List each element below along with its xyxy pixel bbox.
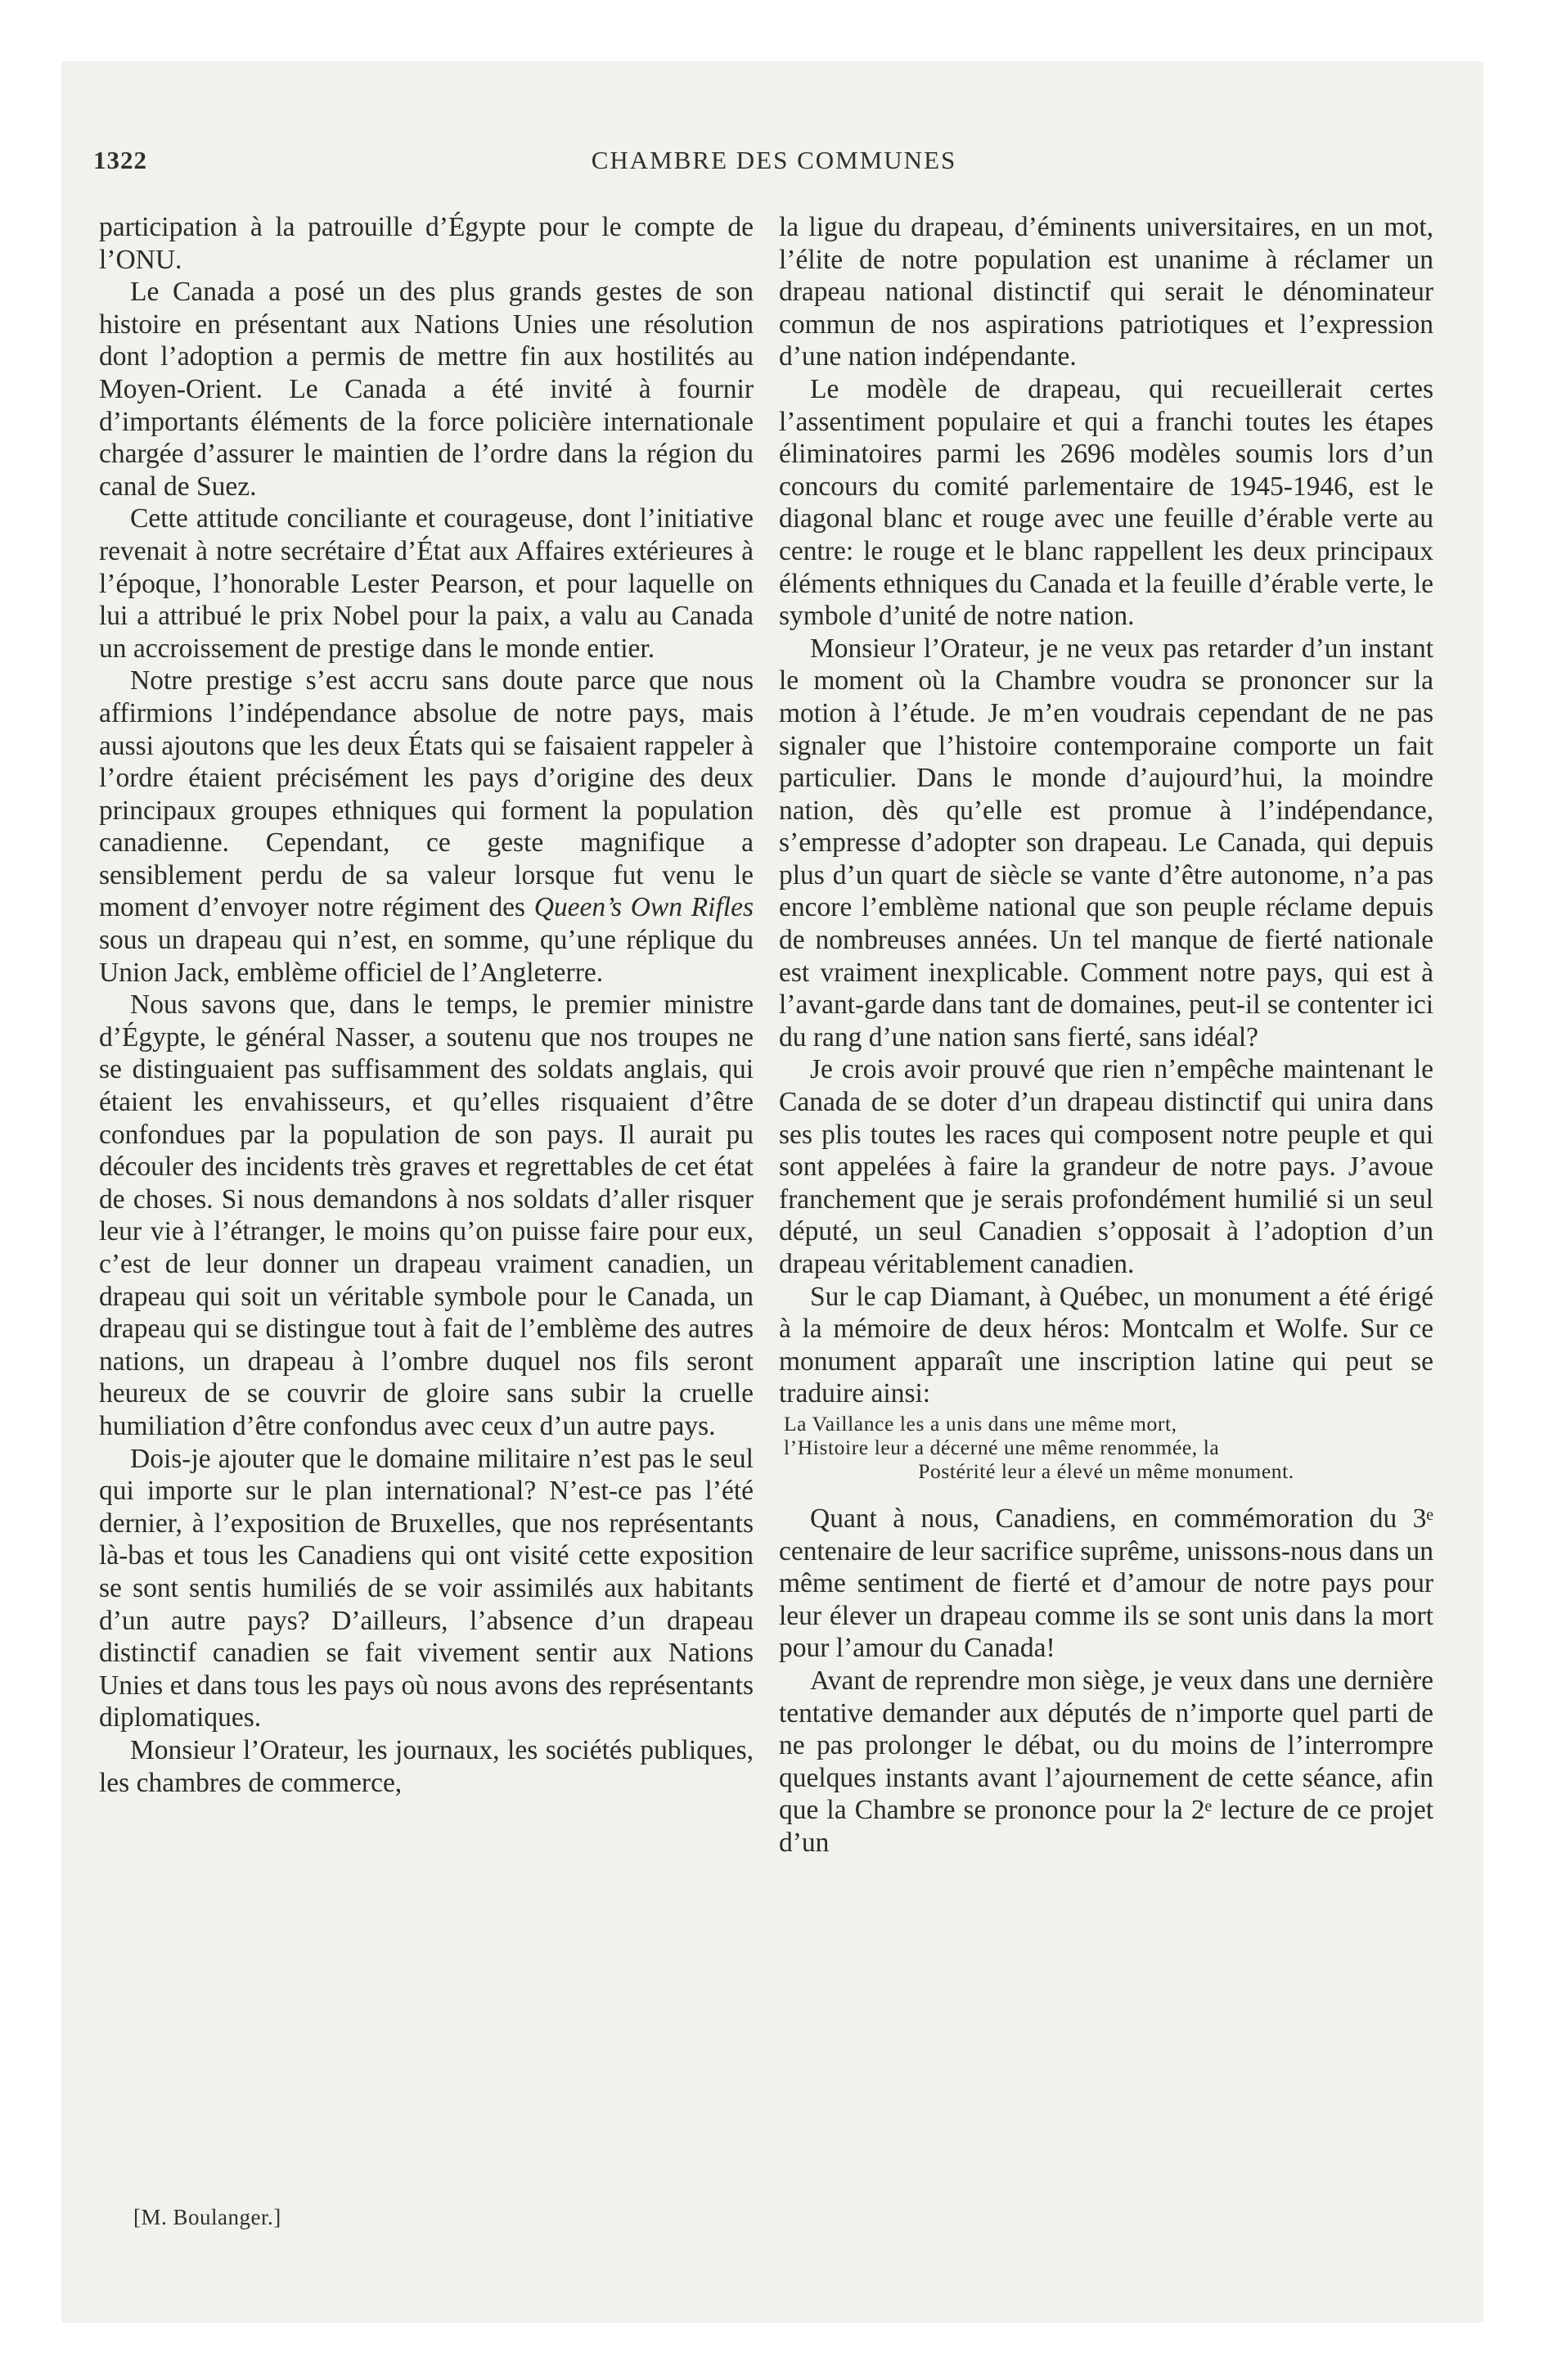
paragraph: Dois-je ajouter que le domaine militaire n’est pas le seul qui importe sur le plan international? N’est-ce pas l’été dernier, à l’exposition de Bruxelles, que nos représentants là-bas et tous les Canadiens qui ont visité cette exposition se sont sentis humiliés de se voir assimilés aux habitants d’un autre pays? D’ailleurs, l’absence d’un drapeau distinctif canadien se fait vivement sentir aux Nations Unies et dans tous les pays où nous avons des représentants diplomatiques. xyxy=(99,1443,754,1733)
paragraph: participation à la patrouille d’Égypte pour le compte de l’ONU. xyxy=(99,212,754,275)
running-title: CHAMBRE DES COMMUNES xyxy=(591,146,957,174)
paragraph: Sur le cap Diamant, à Québec, un monument a été érigé à la mémoire de deux héros: Montcalm et Wolfe. Sur ce monument apparaît une inscription latine qui peut se traduire ainsi: xyxy=(779,1281,1433,1409)
quote-line: Postérité leur a élevé un même monument. xyxy=(918,1458,1294,1483)
inscription-quote xyxy=(784,1412,1429,1483)
quote-line: La Vaillance les a unis dans une même mort, xyxy=(784,1411,1177,1436)
quote-line: l’Histoire leur a décerné une même renommée, la xyxy=(784,1435,1220,1459)
paragraph: Monsieur l’Orateur, je ne veux pas retarder d’un instant le moment où la Chambre voudra se prononcer sur la motion à l’étude. Je m’en voudrais cependant de ne pas signaler que l’histoire contemporaine comporte un fait particulier. Dans le monde d’aujourd’hui, la moindre nation, dès qu’elle est promue à l’indépendance, s’empresse d’adopter son drapeau. Le Canada, qui depuis plus d’un quart de siècle se vante d’être autonome, n’a pas encore l’emblème national que son peuple réclame depuis de nombreuses années. Un tel manque de fierté nationale est vraiment inexplicable. Comment notre pays, qui est à l’avant-garde dans tant de domaines, peut-il se contenter ici du rang d’une nation sans fierté, sans idéal? xyxy=(779,633,1433,1053)
paragraph: Avant de reprendre mon siège, je veux dans une dernière tentative demander aux députés de n’importe quel parti de ne pas prolonger le débat, ou du moins de l’interrompre quelques instants avant l’ajournement de cette séance, afin que la Chambre se prononce pour la 2ᵉ lecture de ce projet d’un xyxy=(779,1665,1433,1858)
paragraph: la ligue du drapeau, d’éminents universitaires, en un mot, l’élite de notre population est unanime à réclamer un drapeau national distinctif qui serait le dénominateur commun de nos aspirations patriotiques et l’expression d’une nation indépendante. xyxy=(779,212,1433,372)
page-header xyxy=(0,146,1548,178)
regiment-name: Queen’s Own Rifles xyxy=(533,892,754,923)
paragraph: Nous savons que, dans le temps, le premier ministre d’Égypte, le général Nasser, a soutenu que nos troupes ne se distinguaient pas suffisamment des soldats anglais, qui étaient les envahisseurs, et qu’elles risquaient d’être confondues par la population de son pays. Il aurait pu découler des incidents très graves et regrettables de cet état de choses. Si nous demandons à nos soldats d’aller risquer leur vie à l’étranger, le moins qu’on puisse faire pour eux, c’est de leur donner un drapeau vraiment canadien, un drapeau qui soit un véritable symbole pour le Canada, un drapeau qui se distingue tout à fait de l’emblème des autres nations, un drapeau à l’ombre duquel nos fils seront heureux de se couvrir de gloire sans subir la cruelle humiliation d’être confondus avec ceux d’un autre pays. xyxy=(99,989,754,1441)
paragraph: Le modèle de drapeau, qui recueillerait certes l’assentiment populaire et qui a franchi toutes les étapes éliminatoires parmi les 2696 modèles soumis lors d’un concours du comité parlementaire de 1945-1946, est le diagonal blanc et rouge avec une feuille d’érable verte au centre: le rouge et le blanc rappellent les deux principaux éléments ethniques du Canada et la feuille d’érable verte, le symbole d’unité de notre nation. xyxy=(779,373,1433,632)
paragraph: Le Canada a posé un des plus grands gestes de son histoire en présentant aux Nations Unies une résolution dont l’adoption a permis de mettre fin aux hostilités au Moyen-Orient. Le Canada a été invité à fournir d’importants éléments de la force policière internationale chargée d’assurer le maintien de l’ordre dans la région du canal de Suez. xyxy=(99,277,754,502)
text-run: sous un drapeau qui n’est, en somme, qu’une réplique du Union Jack, emblème officiel de l’Angleterre. xyxy=(99,925,754,988)
paragraph xyxy=(99,665,754,989)
paragraph: Quant à nous, Canadiens, en commémoration du 3ᵉ centenaire de leur sacrifice suprême, unissons-nous dans un même sentiment de fierté et d’amour de notre pays pour leur élever un drapeau comme ils se sont unis dans la mort pour l’amour du Canada! xyxy=(779,1503,1434,1664)
page-number: 1322 xyxy=(93,146,147,174)
paragraph: Monsieur l’Orateur, les journaux, les sociétés publiques, les chambres de commerce, xyxy=(99,1734,754,1798)
left-column xyxy=(99,211,754,1799)
paragraph: Cette attitude conciliante et courageuse, dont l’initiative revenait à notre secrétaire d’État aux Affaires extérieures à l’époque, l’honorable Lester Pearson, et pour laquelle on lui a attribué le prix Nobel pour la paix, a valu au Canada un accroissement de prestige dans le monde entier. xyxy=(99,503,754,664)
paragraph: Je crois avoir prouvé que rien n’empêche maintenant le Canada de se doter d’un drapeau distinctif qui unira dans ses plis toutes les races qui composent notre peuple et qui sont appelées à faire la grandeur de notre pays. J’avoue franchement que je serais profondément humilié si un seul député, un seul Canadien s’opposait à l’adoption d’un drapeau véritablement canadien. xyxy=(779,1054,1433,1279)
speaker-attribution: [M. Boulanger.] xyxy=(133,2205,281,2229)
text-run: Notre prestige s’est accru sans doute parce que nous affirmions l’indépendance absolue de notre pays, mais aussi ajoutons que les deux États qui se faisaient rappeler à l’ordre étaient précisément les pays d’origine des deux principaux groupes ethniques qui forment la population canadienne. Cependant, ce geste magnifique a sensiblement perdu de sa valeur lorsque fut venu le moment d’envoyer notre régiment des xyxy=(99,665,754,923)
right-column xyxy=(779,211,1433,1859)
